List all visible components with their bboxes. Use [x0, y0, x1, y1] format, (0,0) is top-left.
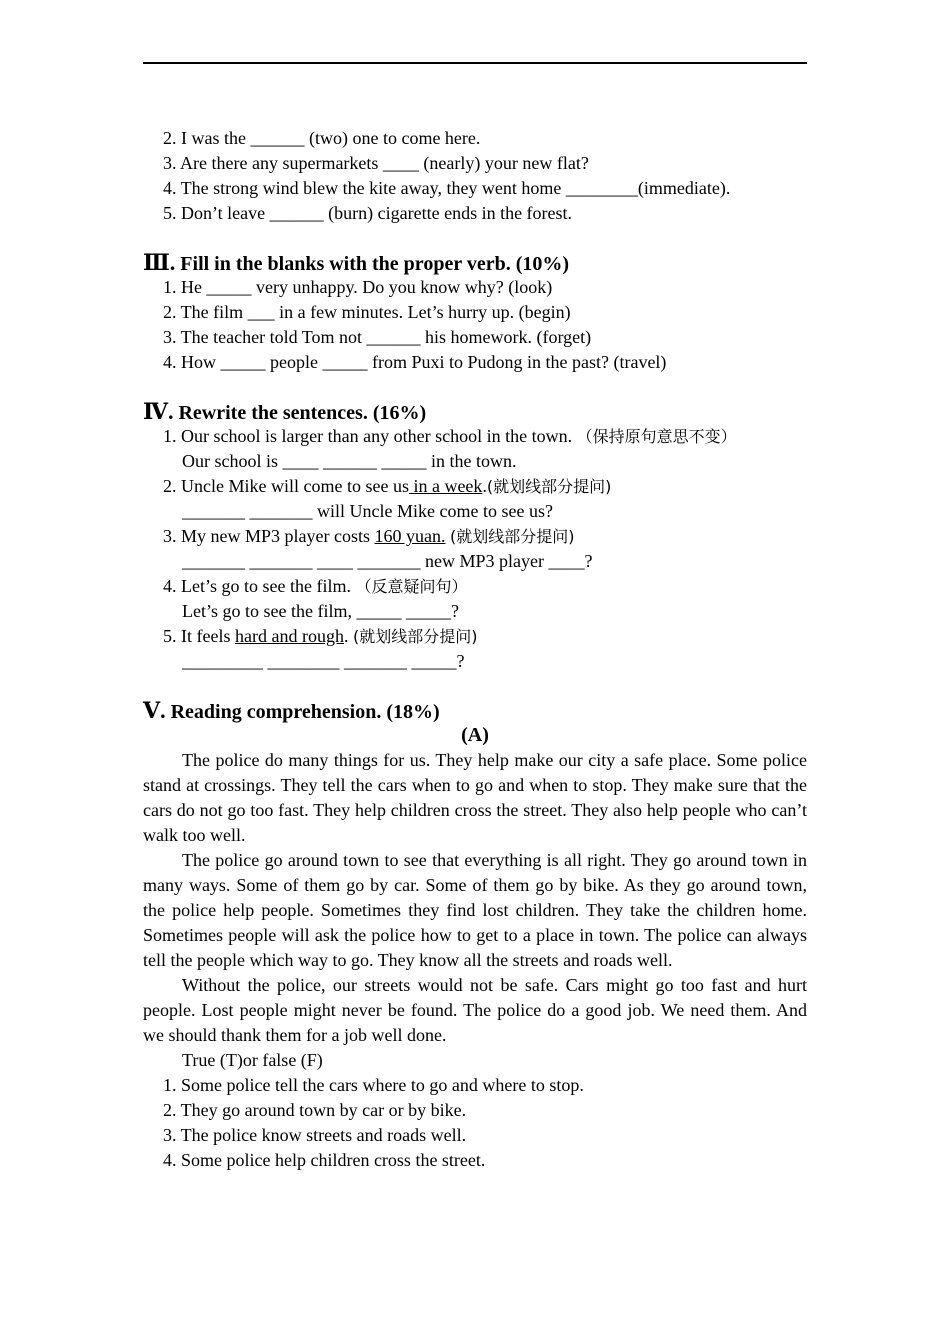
passage-paragraph: Without the police, our streets would not be safe. Cars might go too fast and hurt people. Lost people might never be found. The police do a good job. We need them. And we should thank them for a job well done. — [143, 975, 807, 1045]
answer-line: _______ _______ ____ _______ new MP3 player ____? — [182, 551, 593, 571]
underlined-phrase: 160 yuan. — [374, 526, 446, 546]
true-false-label: True (T)or false (F) — [182, 1050, 323, 1070]
header-rule — [143, 62, 807, 64]
section-5-title: Reading comprehension. (18%) — [170, 701, 440, 723]
worksheet-page — [143, 126, 807, 1173]
list-item: 3. Are there any supermarkets ____ (nearly) your new flat? — [163, 153, 589, 173]
section-3-numeral: Ⅲ. — [143, 250, 176, 275]
passage-paragraph: The police do many things for us. They help make our city a safe place. Some police stand at crossings. They tell the cars when to go and when to stop. They make sure that the cars do not go too fast. They help children cross the street. They also help people who can’t walk too well. — [143, 750, 807, 845]
question-1 — [143, 424, 807, 449]
list-item: 4. How _____ people _____ from Puxi to Pudong in the past? (travel) — [163, 352, 667, 372]
list-item: 3. The police know streets and roads well. — [163, 1125, 467, 1145]
question-4 — [143, 574, 807, 599]
instruction-note: （反意疑问句） — [355, 577, 468, 596]
instruction-note: （保持原句意思不变） — [576, 427, 737, 446]
section-4-numeral: Ⅳ. — [143, 399, 174, 424]
question-text-end: . — [343, 626, 353, 646]
section-3-heading — [143, 250, 807, 275]
question-text-end: . — [482, 476, 487, 496]
instruction-note: (就划线部分提问) — [352, 627, 478, 646]
instruction-note: (就划线部分提问) — [486, 477, 612, 496]
section-4-heading — [143, 399, 807, 424]
list-item: 3. The teacher told Tom not ______ his homework. (forget) — [163, 327, 592, 347]
section-4-items — [143, 424, 807, 674]
question-text: 4. Let’s go to see the film. — [163, 576, 356, 596]
passage-label: (A) — [461, 724, 489, 746]
true-false-items — [143, 1073, 807, 1173]
question-text: 5. It feels — [163, 626, 235, 646]
section-3-title: Fill in the blanks with the proper verb. (10%) — [180, 253, 570, 275]
question-text: 3. My new MP3 player costs — [163, 526, 375, 546]
list-item: 1. Some police tell the cars where to go and where to stop. — [163, 1075, 584, 1095]
question-text: 1. Our school is larger than any other school in the town. — [163, 426, 577, 446]
list-item: 4. Some police help children cross the street. — [163, 1150, 486, 1170]
list-item: 2. The film ___ in a few minutes. Let’s hurry up. (begin) — [163, 302, 571, 322]
underlined-phrase: hard and rough — [234, 626, 344, 646]
underlined-phrase: in a week — [408, 476, 483, 496]
section-4-title: Rewrite the sentences. (16%) — [178, 402, 427, 424]
section-2-items — [143, 126, 807, 226]
question-5 — [143, 624, 807, 649]
answer-line: Our school is ____ ______ _____ in the town. — [182, 451, 517, 471]
list-item: 1. He _____ very unhappy. Do you know why? (look) — [163, 277, 553, 297]
list-item: 2. I was the ______ (two) one to come here. — [163, 128, 481, 148]
list-item: 5. Don’t leave ______ (burn) cigarette ends in the forest. — [163, 203, 573, 223]
section-3-items — [143, 275, 807, 375]
list-item: 2. They go around town by car or by bike. — [163, 1100, 467, 1120]
answer-line: Let’s go to see the film, _____ _____? — [182, 601, 459, 621]
question-3 — [143, 524, 807, 549]
answer-line: _________ ________ _______ _____? — [182, 651, 465, 671]
section-5-numeral: Ⅴ. — [143, 698, 166, 723]
section-5-heading — [143, 698, 807, 723]
question-2 — [143, 474, 807, 499]
passage-paragraph: The police go around town to see that everything is all right. They go around town in many ways. Some of them go by car. Some of them go by bike. As they go around town, the police help people. Sometimes they find lost children. They take the children home. Sometimes people will ask the police how to get to a place in town. The police can always tell the people which way to go. They know all the streets and roads well. — [143, 850, 807, 970]
instruction-note: (就划线部分提问) — [449, 527, 575, 546]
question-text: 2. Uncle Mike will come to see us — [163, 476, 409, 496]
answer-line: _______ _______ will Uncle Mike come to see us? — [182, 501, 553, 521]
list-item: 4. The strong wind blew the kite away, they went home ________(immediate). — [163, 178, 731, 198]
